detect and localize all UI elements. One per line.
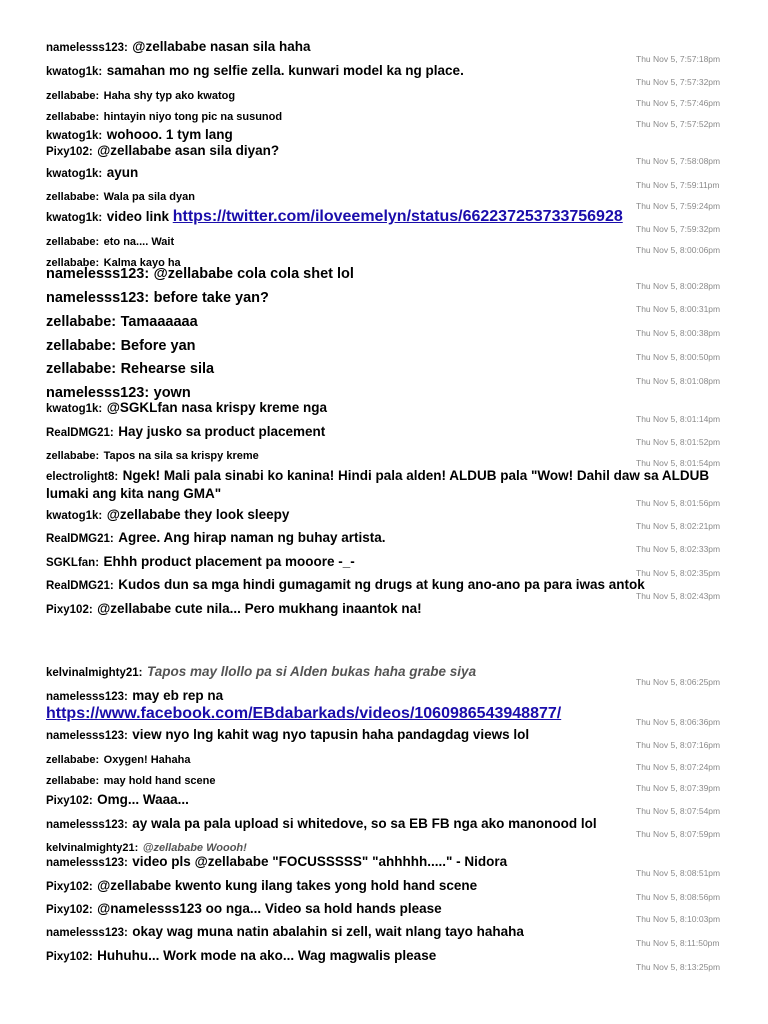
message-timestamp: Thu Nov 5, 7:57:52pm (636, 119, 721, 129)
chat-message (46, 853, 728, 871)
message-username: namelesss123: (46, 819, 128, 831)
message-timestamp: Thu Nov 5, 8:02:35pm (636, 568, 721, 578)
message-text: ayun (106, 165, 139, 180)
message-timestamp: Thu Nov 5, 8:07:54pm (636, 806, 721, 816)
message-username: zellababe: (46, 450, 100, 462)
message-timestamp: Thu Nov 5, 7:59:32pm (636, 224, 721, 234)
message-username: zellababe: (46, 191, 100, 203)
message-text: eto na.... Wait (103, 236, 175, 248)
chat-message (46, 506, 728, 524)
chat-message (46, 726, 728, 744)
chat-message (46, 423, 728, 441)
message-username: namelesss123: (46, 42, 128, 54)
message-text: Oxygen! Hahaha (103, 754, 191, 766)
message-timestamp: Thu Nov 5, 8:10:03pm (636, 914, 721, 924)
message-username: Pixy102: (46, 951, 93, 963)
message-timestamp: Thu Nov 5, 8:02:33pm (636, 544, 721, 554)
chat-message (46, 947, 728, 965)
message-timestamp: Thu Nov 5, 8:01:14pm (636, 414, 721, 424)
message-text: @zellababe cola cola shet lol (153, 266, 354, 282)
message-timestamp: Thu Nov 5, 8:11:50pm (636, 938, 720, 948)
message-text: Ehhh product placement pa mooore -_- (103, 554, 355, 569)
message-username: zellababe: (46, 338, 117, 354)
message-username: kelvinalmighty21: (46, 667, 143, 679)
message-text: Ngek! Mali pala sinabi ko kanina! Hindi pala alden! ALDUB pala "Wow! Dahil daw sa ALDUB lumaki ang kita nang GMA" (46, 468, 710, 501)
message-username: kelvinalmighty21: (46, 842, 139, 854)
chat-message (46, 313, 728, 331)
message-timestamp: Thu Nov 5, 8:00:28pm (636, 281, 721, 291)
message-text: video link (106, 209, 173, 224)
chat-message (46, 529, 728, 547)
message-text: @zellababe they look sleepy (106, 507, 290, 522)
chat-message (46, 467, 728, 503)
message-text: yown (153, 385, 191, 401)
message-username: Pixy102: (46, 146, 93, 158)
message-timestamp: Thu Nov 5, 8:08:56pm (636, 892, 721, 902)
chat-message (46, 289, 728, 307)
message-text: @zellababe asan sila diyan? (97, 143, 280, 158)
message-text: okay wag muna natin abalahin si zell, wait nlang tayo hahaha (132, 924, 524, 939)
message-text: before take yan? (153, 290, 269, 306)
message-username: zellababe: (46, 111, 100, 123)
chat-message (46, 38, 728, 56)
message-username: Pixy102: (46, 904, 93, 916)
message-timestamp: Thu Nov 5, 7:57:18pm (636, 54, 721, 64)
chat-message (46, 399, 728, 417)
message-link[interactable]: https://twitter.com/iloveemelyn/status/662237253733756928 (172, 208, 623, 225)
message-timestamp: Thu Nov 5, 8:08:51pm (636, 868, 721, 878)
message-text: may hold hand scene (103, 775, 216, 787)
message-username: kwatog1k: (46, 212, 103, 224)
message-timestamp: Thu Nov 5, 8:00:50pm (636, 352, 721, 362)
message-timestamp: Thu Nov 5, 8:13:25pm (636, 962, 721, 972)
message-text: Haha shy typ ako kwatog (103, 90, 236, 102)
message-text: Tapos na sila sa krispy kreme (103, 450, 259, 462)
message-username: Pixy102: (46, 604, 93, 616)
message-link[interactable]: https://www.facebook.com/EBdabarkads/videos/1060986543948877/ (46, 704, 562, 722)
message-username: zellababe: (46, 754, 100, 766)
message-text: @namelesss123 oo nga... Video sa hold hands please (97, 901, 442, 916)
message-timestamp: Thu Nov 5, 8:01:56pm (636, 498, 721, 508)
chat-message (46, 663, 728, 681)
chat-message (46, 86, 728, 104)
message-username: kwatog1k: (46, 510, 103, 522)
message-username: zellababe: (46, 257, 100, 269)
message-username: namelesss123: (46, 857, 128, 869)
message-text: Kudos dun sa mga hindi gumagamit ng drugs at kung ano-ano pa para iwas antok (118, 577, 645, 592)
chat-message (46, 791, 728, 809)
message-text: samahan mo ng selfie zella. kunwari model ka ng place. (106, 63, 464, 78)
message-timestamp: Thu Nov 5, 7:58:08pm (636, 156, 721, 166)
message-text: @zellababe nasan sila haha (132, 39, 311, 54)
message-username: RealDMG21: (46, 427, 114, 439)
message-username: namelesss123: (46, 927, 128, 939)
chat-message (46, 164, 728, 182)
message-timestamp: Thu Nov 5, 7:57:32pm (636, 77, 721, 87)
message-timestamp: Thu Nov 5, 8:07:24pm (636, 762, 721, 772)
message-username: zellababe: (46, 314, 117, 330)
chat-message (46, 815, 728, 833)
message-text: Hay jusko sa product placement (118, 424, 326, 439)
chat-message (46, 900, 728, 918)
chat-message (46, 877, 728, 895)
chat-message (46, 142, 728, 160)
message-username: RealDMG21: (46, 580, 114, 592)
message-text: Rehearse sila (120, 361, 215, 377)
message-username: namelesss123: (46, 691, 128, 703)
message-text: Agree. Ang hirap naman ng buhay artista. (118, 530, 386, 545)
chat-message (46, 337, 728, 355)
message-timestamp: Thu Nov 5, 8:06:25pm (636, 677, 721, 687)
message-text: hintayin niyo tong pic na susunod (103, 111, 283, 123)
message-text: Huhuhu... Work mode na ako... Wag magwalis please (97, 948, 437, 963)
message-username: electrolight8: (46, 471, 119, 483)
chat-message (46, 265, 728, 283)
message-text: Tamaaaaaa (120, 314, 198, 330)
message-text: Omg... Waaa... (97, 792, 189, 807)
message-username: namelesss123: (46, 385, 150, 401)
chat-message (46, 232, 728, 250)
message-timestamp: Thu Nov 5, 8:07:16pm (636, 740, 721, 750)
message-text: Tapos may llollo pa si Alden bukas haha grabe siya (146, 664, 477, 679)
message-timestamp: Thu Nov 5, 8:01:08pm (636, 376, 721, 386)
message-username: kwatog1k: (46, 403, 103, 415)
message-timestamp: Thu Nov 5, 8:06:36pm (636, 717, 721, 727)
chat-message (46, 107, 728, 125)
message-username: RealDMG21: (46, 533, 114, 545)
message-text: Kalma kayo ha (103, 257, 181, 269)
message-timestamp: Thu Nov 5, 8:00:06pm (636, 245, 721, 255)
message-username: namelesss123: (46, 266, 150, 282)
chat-message (46, 360, 728, 378)
message-text: @zellababe kwento kung ilang takes yong hold hand scene (97, 878, 478, 893)
message-timestamp: Thu Nov 5, 8:07:59pm (636, 829, 721, 839)
message-username: kwatog1k: (46, 66, 103, 78)
chat-message (46, 750, 728, 768)
message-text: wohooo. 1 tym lang (106, 127, 233, 142)
message-text: video pls @zellababe "FOCUSSSSS" "ahhhhh....." - Nidora (132, 854, 508, 869)
message-username: zellababe: (46, 236, 100, 248)
chat-message (46, 62, 728, 80)
message-text: @SGKLfan nasa krispy kreme nga (106, 400, 327, 415)
message-text: Before yan (120, 338, 196, 354)
message-username: kwatog1k: (46, 168, 103, 180)
message-timestamp: Thu Nov 5, 8:02:43pm (636, 591, 721, 601)
chat-message (46, 771, 728, 789)
message-timestamp: Thu Nov 5, 8:00:38pm (636, 328, 721, 338)
message-timestamp: Thu Nov 5, 7:57:46pm (636, 98, 721, 108)
message-username: zellababe: (46, 90, 100, 102)
message-timestamp: Thu Nov 5, 7:59:24pm (636, 201, 721, 211)
message-username: Pixy102: (46, 795, 93, 807)
chat-message (46, 446, 728, 464)
message-timestamp: Thu Nov 5, 8:01:54pm (636, 458, 721, 468)
message-timestamp: Thu Nov 5, 8:07:39pm (636, 783, 721, 793)
chat-message (46, 208, 728, 226)
message-username: zellababe: (46, 775, 100, 787)
message-text: may eb rep na (132, 688, 224, 703)
chat-message (46, 600, 728, 618)
message-username: namelesss123: (46, 290, 150, 306)
message-timestamp: Thu Nov 5, 8:00:31pm (636, 304, 721, 314)
message-username: Pixy102: (46, 881, 93, 893)
chat-message (46, 687, 568, 723)
message-text: @zellababe cute nila... Pero mukhang inaantok na! (97, 601, 422, 616)
chat-message (46, 576, 728, 594)
message-username: zellababe: (46, 361, 117, 377)
message-username: kwatog1k: (46, 130, 103, 142)
message-text: ay wala pa pala upload si whitedove, so sa EB FB nga ako manonood lol (132, 816, 597, 831)
chat-message (46, 553, 728, 571)
message-username: namelesss123: (46, 730, 128, 742)
message-timestamp: Thu Nov 5, 8:01:52pm (636, 437, 721, 447)
message-text: Wala pa sila dyan (103, 191, 195, 203)
message-text: view nyo lng kahit wag nyo tapusin haha pandagdag views lol (132, 727, 530, 742)
message-timestamp: Thu Nov 5, 8:02:21pm (636, 521, 721, 531)
message-timestamp: Thu Nov 5, 7:59:11pm (636, 180, 720, 190)
message-text: @zellababe Woooh! (142, 842, 247, 854)
chat-message (46, 923, 728, 941)
chat-message (46, 187, 728, 205)
message-username: SGKLfan: (46, 557, 100, 569)
